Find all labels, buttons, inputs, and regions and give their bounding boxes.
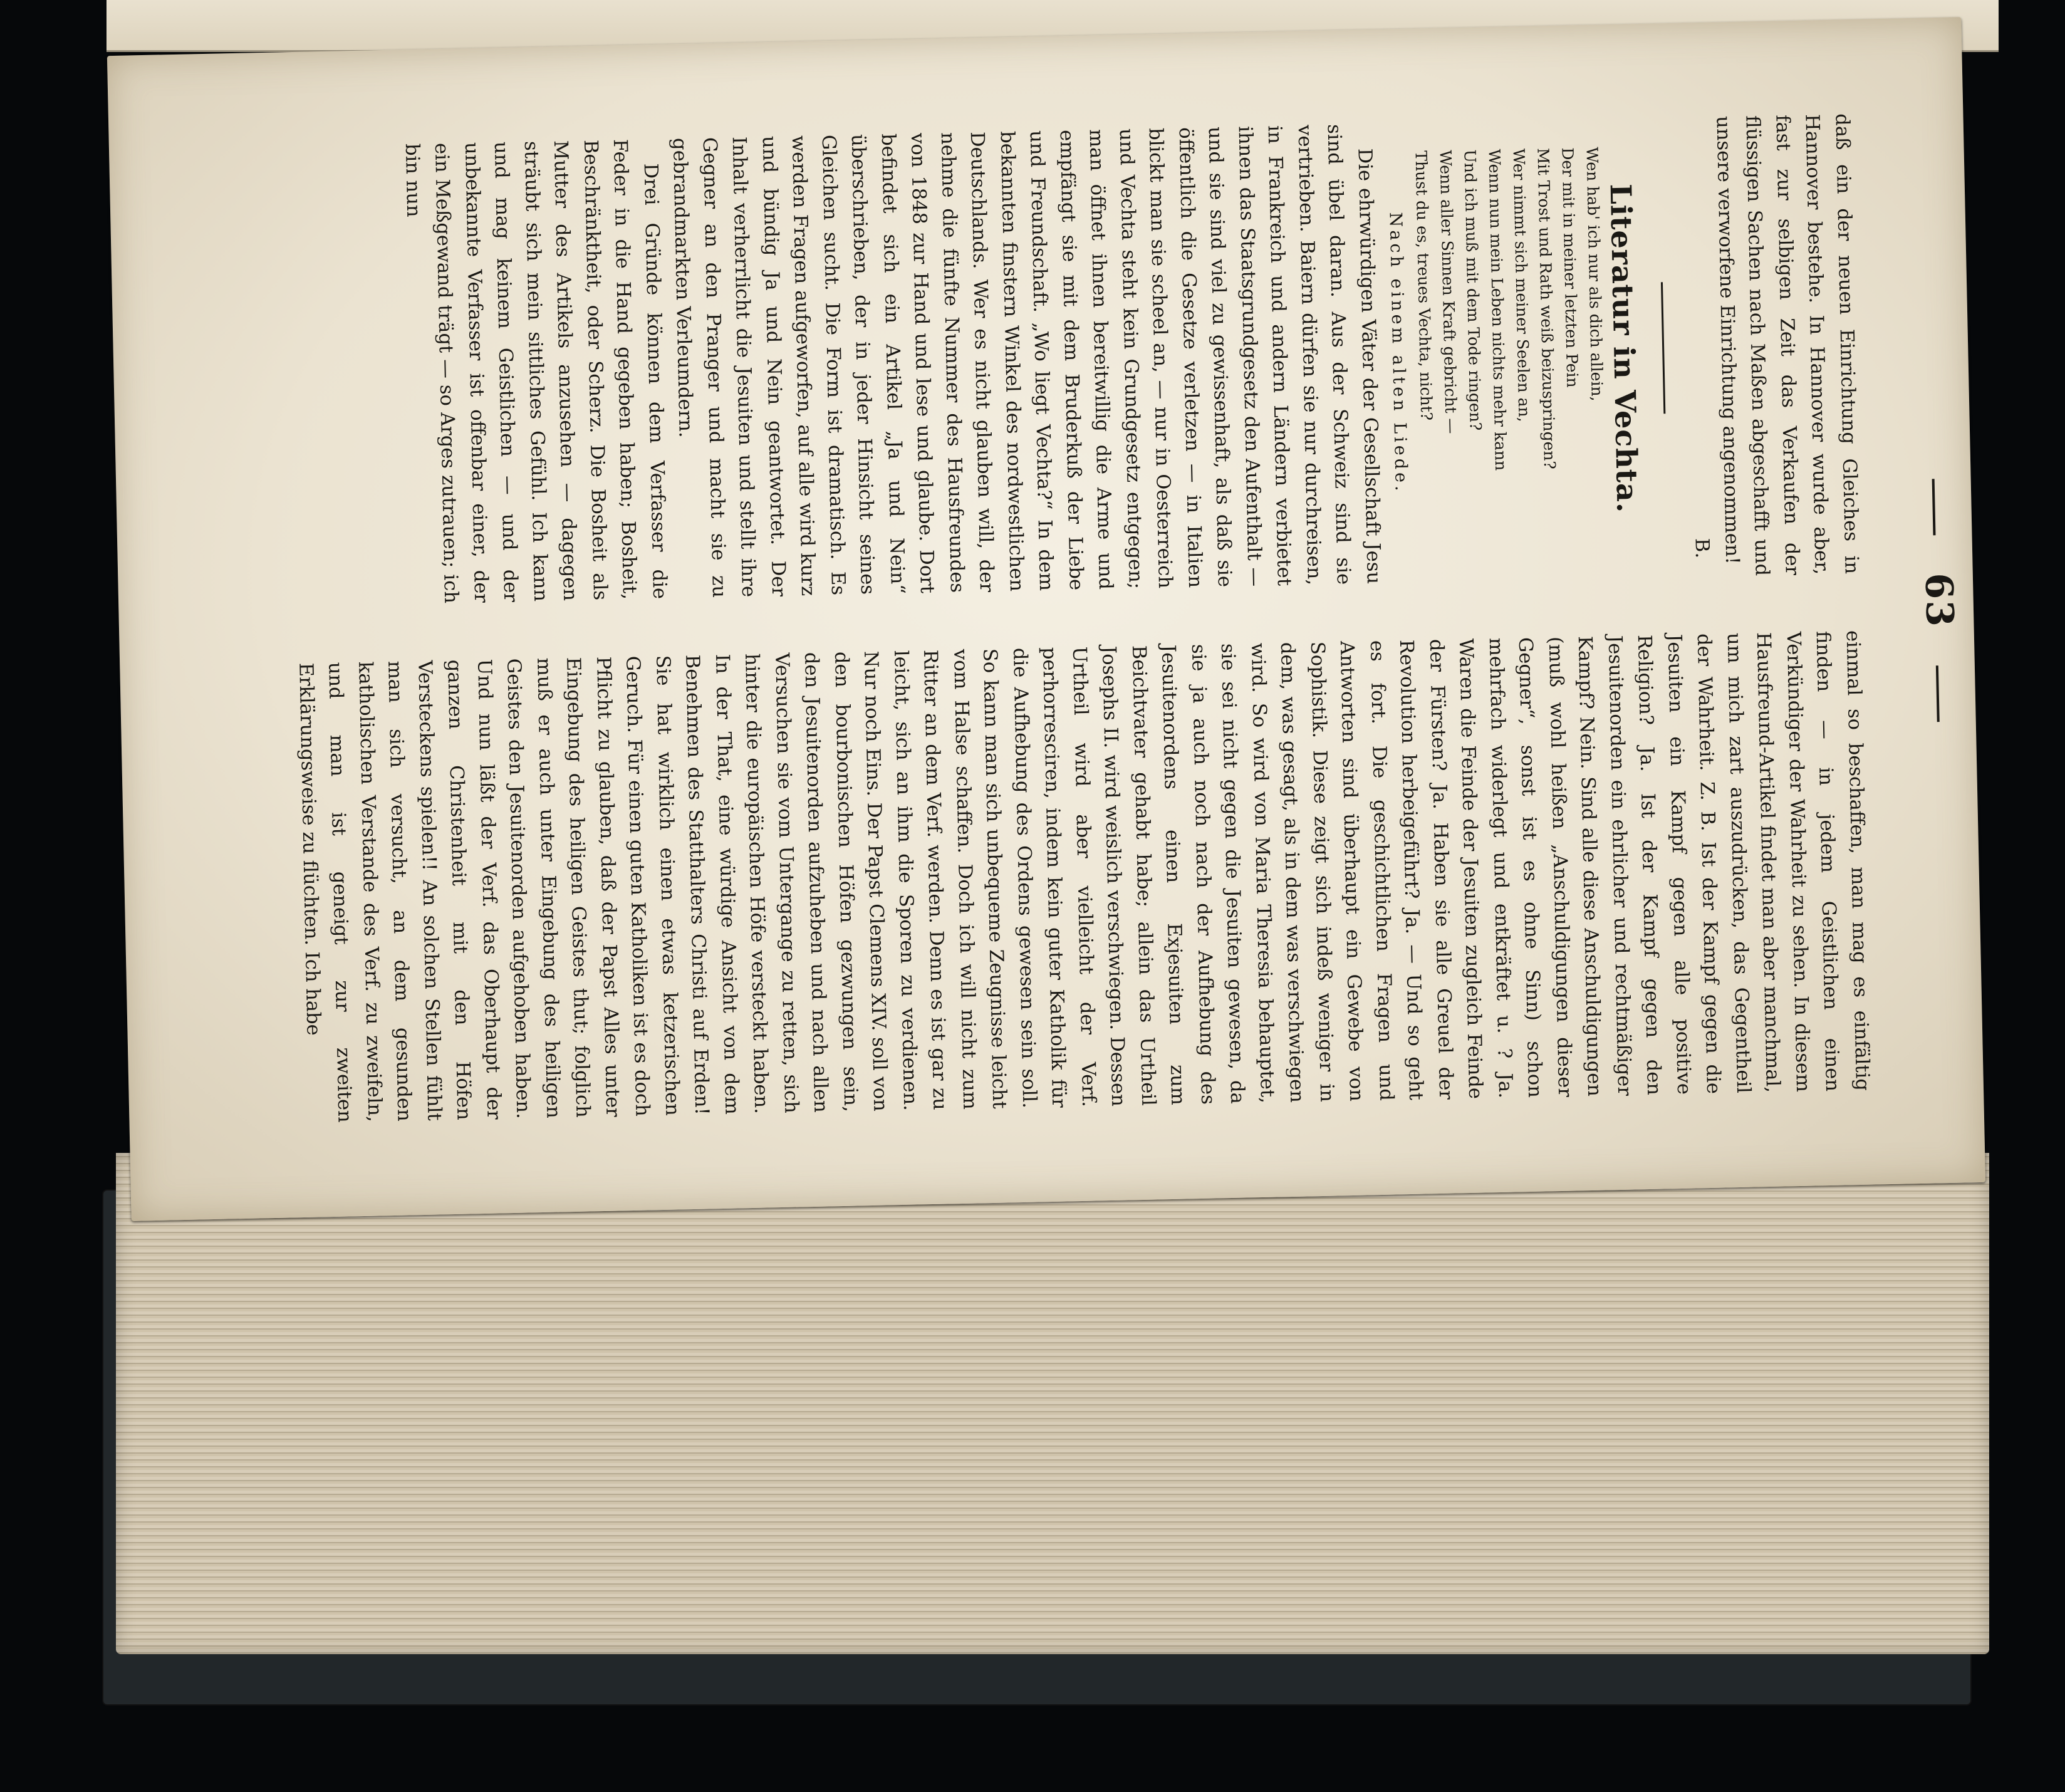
poem-line: Der mit in meiner letzten Pein: [1558, 147, 1582, 388]
signature: B.: [1691, 538, 1714, 559]
section-heading: Literatur in Vechta.: [1603, 183, 1645, 514]
page-text: [294, 74, 1972, 1159]
poem-line: Thust du es, treues Vechta, nicht?: [1412, 150, 1436, 421]
right-column: [294, 630, 1877, 1123]
poem-line: Und ich muß mit dem Tode ringen?: [1460, 149, 1485, 431]
text-columns: [294, 113, 1877, 1123]
paragraph: Die ehrwürdigen Väter der Gesellschaft Jesu sind übel daran. Aus der Schweiz sind sie vertrieben. Baiern dürfen sie nur durchreisen, in Frankreich und andern Ländern verbietet ihnen das Staatsgrundgesetz den Aufenthalt — und sie sind viel zu gewissenhaft, als daß sie öffentlich die Gesetze verletzen — in Italien blickt man sie scheel an, — nur in Oesterreich und Vechta steht kein Grundgesetz entgegen; man öffnet ihnen bereitwillig die Arme und empfängt sie mit dem Bruderkuß der Liebe und Freundschaft. „Wo liegt Vechta?“ In dem bekannten finstern Winkel des nordwestlichen Deutschlands. Wer es nicht glauben will, der nehme die fünfte Nummer des Hausfreundes von 1848 zur Hand und lese und glaube. Dort befindet sich ein Artikel „Ja und Nein“ überschrieben, der in jeder Hinsicht seines Gleichen sucht. Die Form ist dramatisch. Es werden Fragen aufgeworfen, auf alle wird kurz und bündig Ja und Nein geantwortet. Der Inhalt verherrlicht die Jesuiten und stellt ihre Gegner an den Pranger und macht sie zu gebrandmarkten Verleumdern.: [668, 123, 1385, 598]
paragraph: daß ein der neuen Einrichtung Gleiches in Hannover bestehe. In Hannover wurde aber, fast zur selbigen Zeit das Verkaufen der flüssigen Sachen nach Maßen abgeschafft und unsere verworfene Einrichtung angenommen!: [1712, 113, 1863, 576]
paragraph: einmal so beschaffen, man mag es einfältig finden — in jedem Geistlichen einen Verkündiger der Wahrheit zu sehen. In diesem Hausfreund-Artikel findet man aber manchmal, um mich zart auszudrücken, das Gegentheil der Wahrheit. Z. B. Ist der Kampf gegen die Jesuiten ein Kampf gegen alle positive Religion? Ja. Ist der Kampf gegen den Jesuitenorden ein ehrlicher und rechtmäßiger Kampf? Nein. Sind alle diese Anschuldigungen (muß wohl heißen „Anschuldigungen dieser Gegner“, sonst ist es ohne Sinn) schon mehrfach widerlegt und entkräftet u. ? Ja. Waren die Feinde der Jesuiten zugleich Feinde der Fürsten? Ja. Haben sie alle Greuel der Revolution herbeigeführt? Ja. — Und so geht es fort. Die geschichtlichen Fragen und Antworten sind überhaupt ein Gewebe von Sophistik. Diese zeigt sich indeß weniger in dem, was gesagt, als in dem was verschwiegen wird. So wird von Maria Theresia behauptet, sie sei nicht gegen die Jesuiten gewesen, da sie ja auch noch nach der Aufhebung des Jesuitenordens einen Exjesuiten zum Beichtvater gehabt habe; allein das Urtheil Josephs II. wird weislich verschwiegen. Dessen Urtheil wird aber vielleicht der Verf. perhorresciren, indem kein guter Katholik für die Aufhebung des Ordens gewesen sein soll. So kann man sich unbequeme Zeugnisse leicht vom Halse schaffen. Doch ich will nicht zum Ritter an dem Verf. werden. Denn es ist gar zu leicht, sich an ihm die Sporen zu verdienen. Nur noch Eins. Der Papst Clemens XIV. soll von den bourbonischen Höfen gezwungen sein, den Jesuitenorden aufzuheben und nach allen Versuchen sie vom Untergange zu retten, sich hinter die europäischen Höfe versteckt haben. In der That, eine würdige Ansicht von dem Benehmen des Statthalters Christi auf Erden! Sie hat wirklich einen etwas ketzerischen Geruch. Für einen guten Katholiken ist es doch Pflicht zu glauben, daß der Papst Alles unter Eingebung des heiligen Geistes thut; folglich muß er auch unter Eingebung des heiligen Geistes den Jesuitenorden aufgehoben haben. Und nun läßt der Verf. das Oberhaupt der ganzen Christenheit mit den Höfen Versteckens spielen!! An solchen Stellen fühlt man sich versucht, an dem gesunden katholischen Verstande des Verf. zu zweifeln, und man ist geneigt zur zweiten Erklärungsweise zu flüchten. Ich habe: [294, 630, 1874, 1123]
section-divider: [1661, 282, 1665, 414]
poem-line: Wen hab' ich nur als dich allein,: [1583, 147, 1607, 402]
poem-line: Wenn aller Sinnen Kraft gebricht —: [1436, 150, 1461, 434]
poem: [1409, 147, 1613, 583]
poem-line: Wenn nun mein Leben nichts mehr kann: [1485, 148, 1511, 471]
page-number: 63: [1906, 74, 1972, 1127]
page-edges: [116, 1153, 1989, 1654]
poem-line: Mit Trost und Rath weiß beizuspringen?: [1534, 147, 1559, 470]
poem-source: Nach einem alten Liede.: [1386, 212, 1412, 494]
poem-line: Wer nimmt sich meiner Seelen an,: [1509, 148, 1534, 422]
book-page: [107, 17, 1985, 1221]
paragraph: Drei Gründe können dem Verfasser die Feder in die Hand gegeben haben; Bosheit, Beschränktheit, oder Scherz. Die Bosheit als Mutter des Artikels anzusehen — dagegen sträubt sich mein sittliches Gefühl. Ich kann und mag keinem Geistlichen — und der unbekannte Verfasser ist offenbar einer, der ein Meßgewand trägt — so Arges zutrauen; ich bin nun: [400, 138, 671, 604]
left-column: [385, 113, 1866, 605]
